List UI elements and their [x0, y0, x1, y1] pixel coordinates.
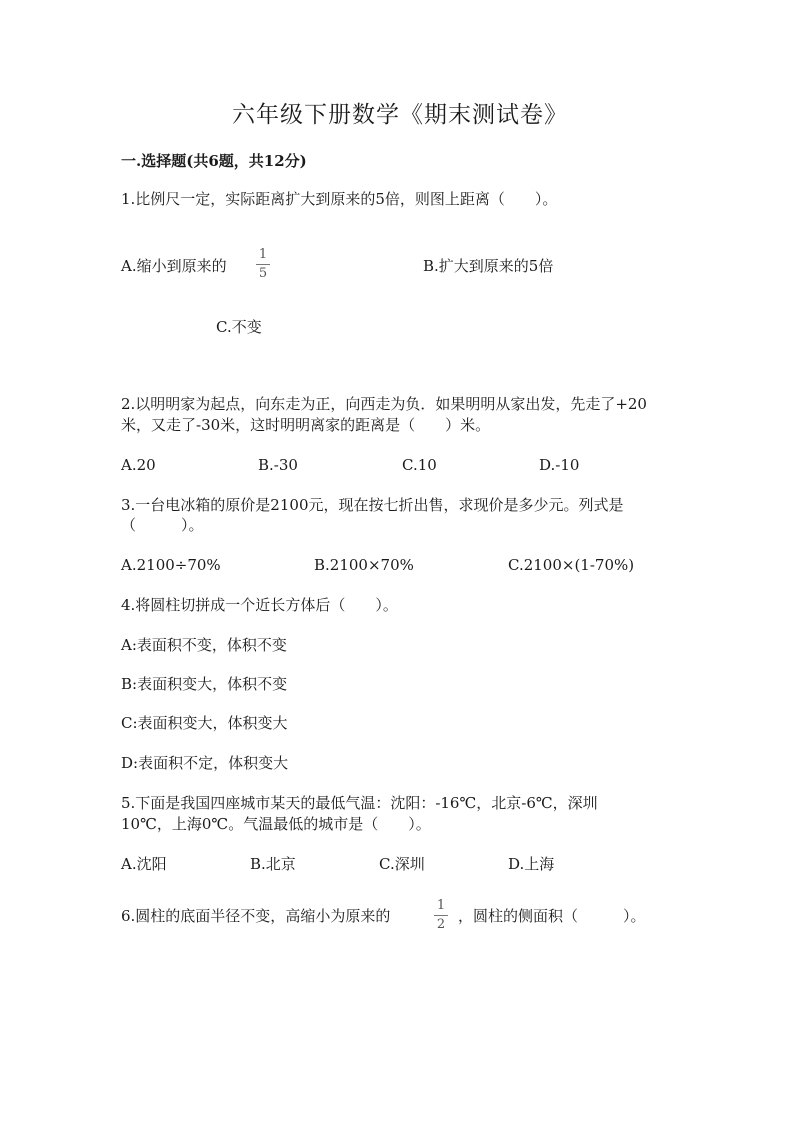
question-1-fraction — [256, 248, 270, 281]
question-3-option-b: B.2100×70% — [314, 556, 414, 574]
page-title: 六年级下册数学《期末测试卷》 — [232, 102, 568, 128]
question-5-option-a: A.沈阳 — [121, 855, 167, 873]
fraction-bar — [434, 915, 448, 916]
question-1-option-b: B.扩大到原来的5倍 — [423, 257, 554, 275]
question-4-option-c: C:表面积变大，体积变大 — [121, 714, 288, 732]
question-5-stem-line-1: 5.下面是我国四座城市某天的最低气温：沈阳：-16℃，北京-6℃，深圳 — [121, 794, 598, 812]
question-5-option-b: B.北京 — [250, 855, 296, 873]
question-6-stem-suffix: ，圆柱的侧面积（ ）。 — [458, 907, 646, 925]
question-6-stem-prefix: 6.圆柱的底面半径不变，高缩小为原来的 — [121, 907, 391, 925]
section-heading: 一.选择题(共6题，共12分) — [121, 152, 307, 170]
question-2-option-d: D.-10 — [539, 456, 580, 474]
fraction-numerator: 1 — [258, 247, 268, 262]
question-2-stem-line-1: 2.以明明家为起点，向东走为正，向西走为负．如果明明从家出发，先走了+20 — [121, 395, 647, 413]
fraction-denominator: 5 — [258, 266, 268, 281]
question-2-option-a: A.20 — [121, 456, 156, 474]
question-5-stem-line-2: 10℃，上海0℃。气温最低的城市是（ ）。 — [121, 815, 431, 833]
question-4-stem: 4.将圆柱切拼成一个近长方体后（ ）。 — [121, 596, 398, 614]
question-4-option-a: A:表面积不变，体积不变 — [121, 636, 287, 654]
question-3-option-a: A.2100÷70% — [121, 556, 221, 574]
question-2-option-c: C.10 — [402, 456, 437, 474]
question-1-option-a: A.缩小到原来的 — [121, 257, 227, 275]
question-3-stem-line-2: （ ）。 — [121, 516, 204, 534]
question-3-stem-line-1: 3.一台电冰箱的原价是2100元，现在按七折出售，求现价是多少元。列式是 — [121, 496, 624, 514]
question-5-option-d: D.上海 — [508, 855, 555, 873]
question-6-fraction — [434, 899, 448, 932]
question-3-option-c: C.2100×(1-70%) — [508, 556, 635, 574]
question-2-option-b: B.-30 — [258, 456, 298, 474]
question-5-option-c: C.深圳 — [379, 855, 425, 873]
fraction-numerator: 1 — [436, 898, 446, 913]
question-1-option-c: C.不变 — [216, 318, 262, 336]
question-4-option-d: D:表面积不定，体积变大 — [121, 754, 289, 772]
question-2-stem-line-2: 米，又走了-30米，这时明明离家的距离是（ ）米。 — [121, 416, 491, 434]
question-1-stem: 1.比例尺一定，实际距离扩大到原来的5倍，则图上距离（ ）。 — [121, 190, 558, 208]
fraction-denominator: 2 — [436, 917, 446, 932]
question-4-option-b: B:表面积变大，体积不变 — [121, 675, 288, 693]
fraction-bar — [256, 264, 270, 265]
